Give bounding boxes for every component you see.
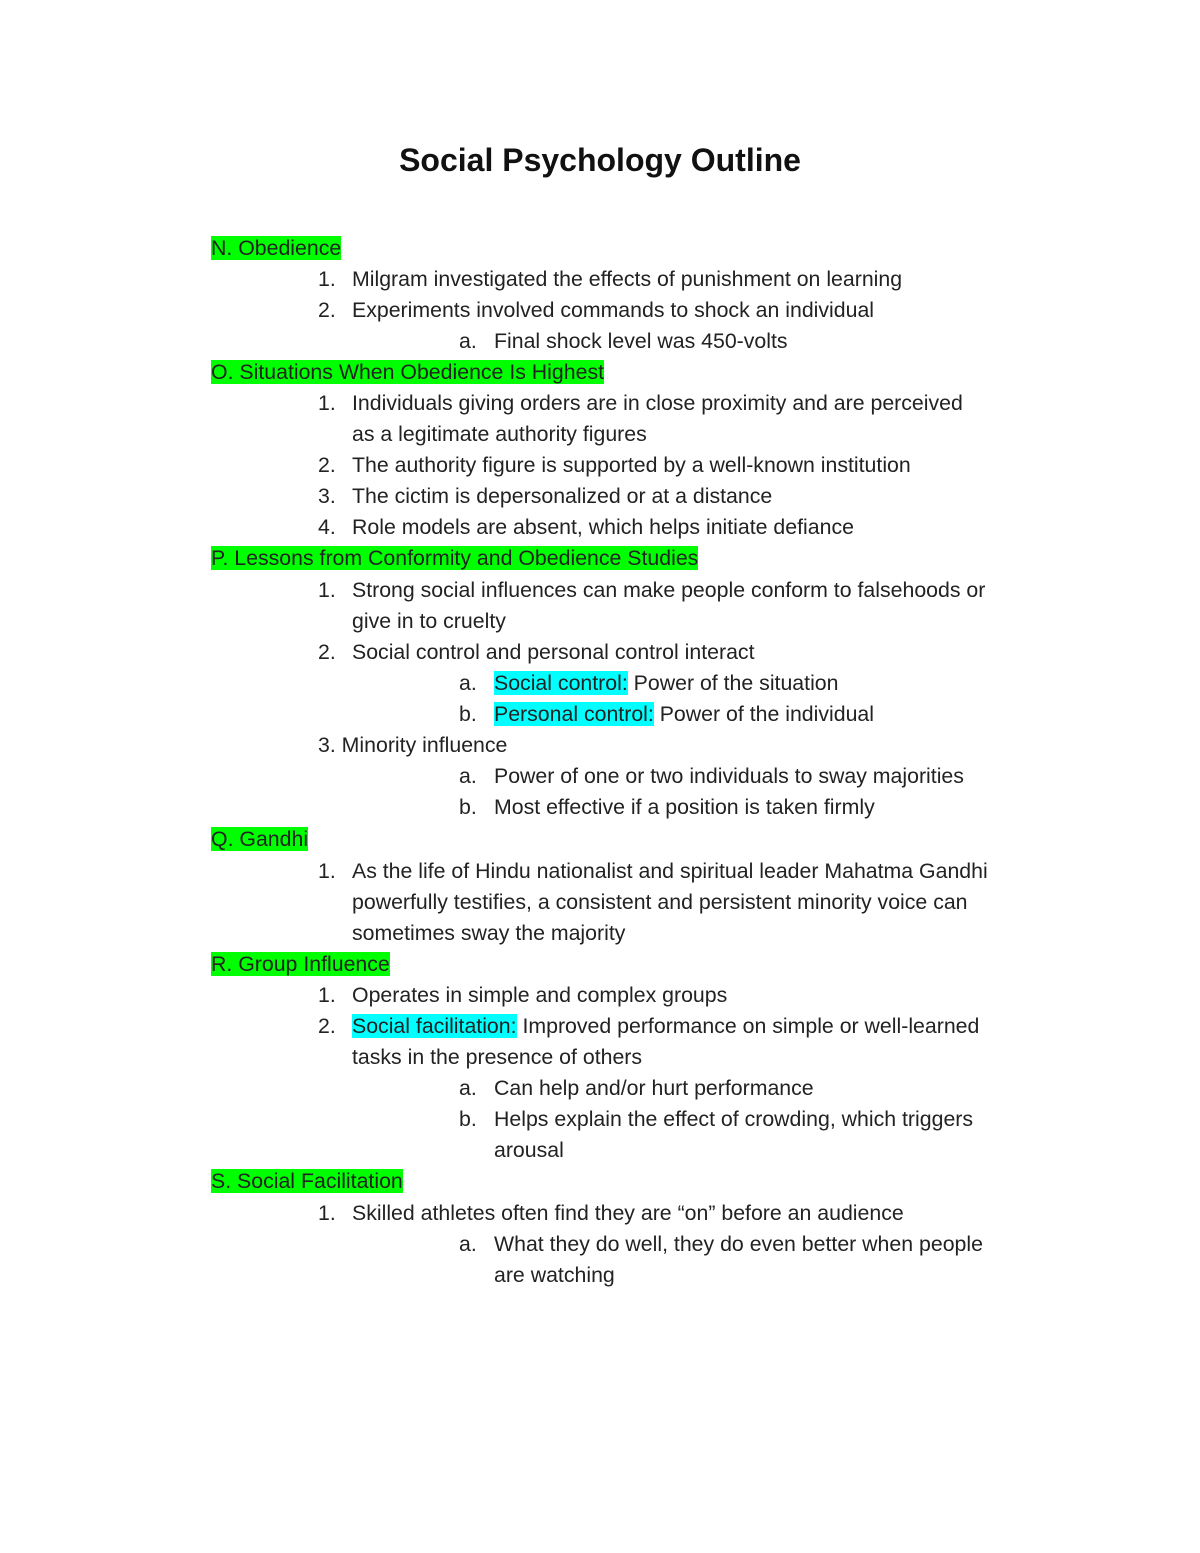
list-item: Milgram investigated the effects of punishment on learning <box>352 267 903 291</box>
item-number: 1. <box>318 578 336 602</box>
list-item-continued: give in to cruelty <box>352 609 506 633</box>
list-item: Strong social influences can make people conform to falsehoods or <box>352 578 986 602</box>
item-number: 2. <box>318 453 336 477</box>
item-number: 1. <box>318 1201 336 1225</box>
sub-item-letter: a. <box>459 1232 477 1256</box>
sub-item: Final shock level was 450-volts <box>494 329 788 353</box>
list-item: The authority figure is supported by a well-known institution <box>352 453 911 477</box>
list-item-continued: tasks in the presence of others <box>352 1045 643 1069</box>
item-number: 1. <box>318 983 336 1007</box>
item-number: 1. <box>318 859 336 883</box>
list-item: 3. Minority influence <box>318 733 508 757</box>
item-number: 1. <box>318 267 336 291</box>
item-number: 1. <box>318 391 336 415</box>
list-item: Experiments involved commands to shock an individual <box>352 298 875 322</box>
section-heading: O. Situations When Obedience Is Highest <box>211 360 605 384</box>
list-item: Skilled athletes often find they are “on” before an audience <box>352 1201 904 1225</box>
list-item: Operates in simple and complex groups <box>352 983 728 1007</box>
term-highlight: Social facilitation: <box>352 1014 517 1038</box>
sub-item-continued: are watching <box>494 1263 615 1287</box>
list-item-continued: powerfully testifies, a consistent and persistent minority voice can <box>352 890 968 914</box>
list-item: Role models are absent, which helps initiate defiance <box>352 515 854 539</box>
sub-item: Helps explain the effect of crowding, which triggers <box>494 1107 974 1131</box>
list-item-continued: sometimes sway the majority <box>352 921 626 945</box>
item-number: 2. <box>318 640 336 664</box>
section-heading: N. Obedience <box>211 236 342 260</box>
sub-item: Power of one or two individuals to sway majorities <box>494 764 964 788</box>
list-item: The cictim is depersonalized or at a distance <box>352 484 773 508</box>
item-number: 2. <box>318 298 336 322</box>
list-item-continued: as a legitimate authority figures <box>352 422 647 446</box>
item-number: 4. <box>318 515 336 539</box>
section-heading: Q. Gandhi <box>211 827 309 851</box>
sub-item: Personal control: Power of the individual <box>494 702 875 726</box>
item-number: 2. <box>318 1014 336 1038</box>
term-highlight: Social control: <box>494 671 628 695</box>
sub-item-letter: b. <box>459 795 477 819</box>
section-heading: P. Lessons from Conformity and Obedience Studies <box>211 546 699 570</box>
term-highlight: Personal control: <box>494 702 654 726</box>
item-number: 3. <box>318 484 336 508</box>
list-item: Individuals giving orders are in close proximity and are perceived <box>352 391 963 415</box>
page-title: Social Psychology Outline <box>399 142 801 178</box>
sub-item: Can help and/or hurt performance <box>494 1076 814 1100</box>
sub-item-letter: a. <box>459 764 477 788</box>
sub-item: What they do well, they do even better when people <box>494 1232 983 1256</box>
section-heading: R. Group Influence <box>211 952 390 976</box>
section-heading: S. Social Facilitation <box>211 1169 403 1193</box>
sub-item-continued: arousal <box>494 1138 564 1162</box>
sub-item-letter: b. <box>459 702 477 726</box>
list-item: Social facilitation: Improved performance on simple or well-learned <box>352 1014 980 1038</box>
sub-item: Most effective if a position is taken firmly <box>494 795 875 819</box>
list-item: Social control and personal control interact <box>352 640 755 664</box>
sub-item-letter: b. <box>459 1107 477 1131</box>
sub-item-letter: a. <box>459 671 477 695</box>
list-item: As the life of Hindu nationalist and spiritual leader Mahatma Gandhi <box>352 859 988 883</box>
sub-item-letter: a. <box>459 1076 477 1100</box>
sub-item-letter: a. <box>459 329 477 353</box>
sub-item: Social control: Power of the situation <box>494 671 839 695</box>
